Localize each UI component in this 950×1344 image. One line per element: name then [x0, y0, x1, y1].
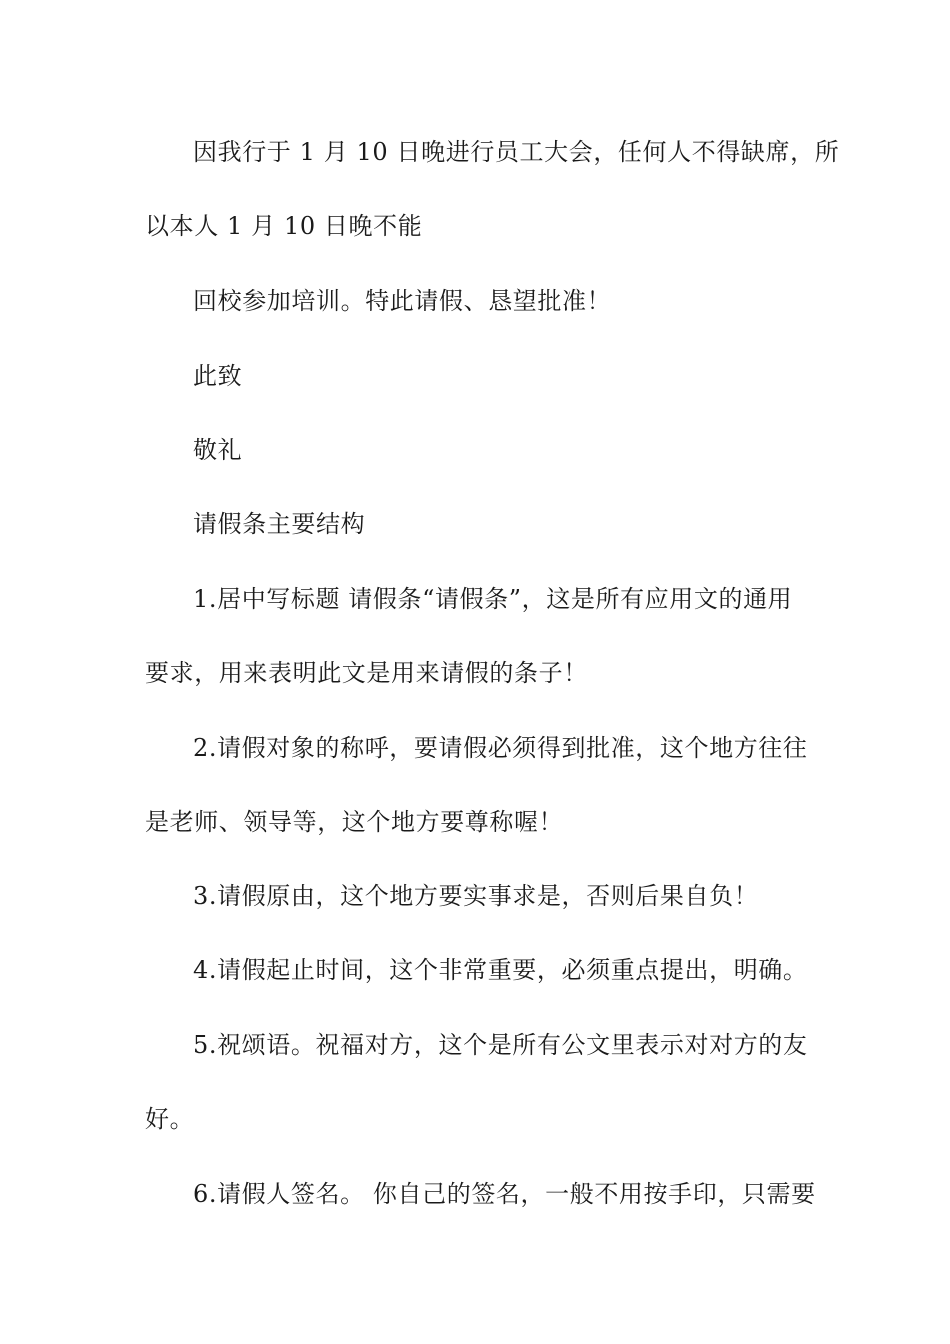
- list-item-continuation: 是老师、领导等，这个地方要尊称喔！: [145, 808, 564, 836]
- closing-line: 此致: [193, 362, 243, 390]
- closing-salutation: 敬礼: [193, 436, 243, 464]
- paragraph-line: 因我行于 1 月 10 日晚进行员工大会，任何人不得缺席，所: [193, 138, 840, 166]
- paragraph-line: 回校参加培训。特此请假、恳望批准！: [193, 287, 612, 315]
- list-item-continuation: 好。: [145, 1105, 195, 1133]
- list-item: 3.请假原由，这个地方要实事求是，否则后果自负！: [193, 882, 759, 910]
- list-item: 6.请假人签名。 你自己的签名，一般不用按手印，只需要: [193, 1180, 816, 1208]
- section-heading: 请假条主要结构: [193, 510, 366, 538]
- list-item: 5.祝颂语。祝福对方，这个是所有公文里表示对对方的友: [193, 1031, 808, 1059]
- list-item: 4.请假起止时间，这个非常重要，必须重点提出，明确。: [193, 956, 808, 984]
- list-item-continuation: 要求，用来表明此文是用来请假的条子！: [145, 659, 588, 687]
- list-item: 2.请假对象的称呼，要请假必须得到批准，这个地方往往: [193, 734, 808, 762]
- list-item: 1.居中写标题 请假条“请假条”，这是所有应用文的通用: [193, 585, 793, 613]
- paragraph-line: 以本人 1 月 10 日晚不能: [145, 212, 423, 240]
